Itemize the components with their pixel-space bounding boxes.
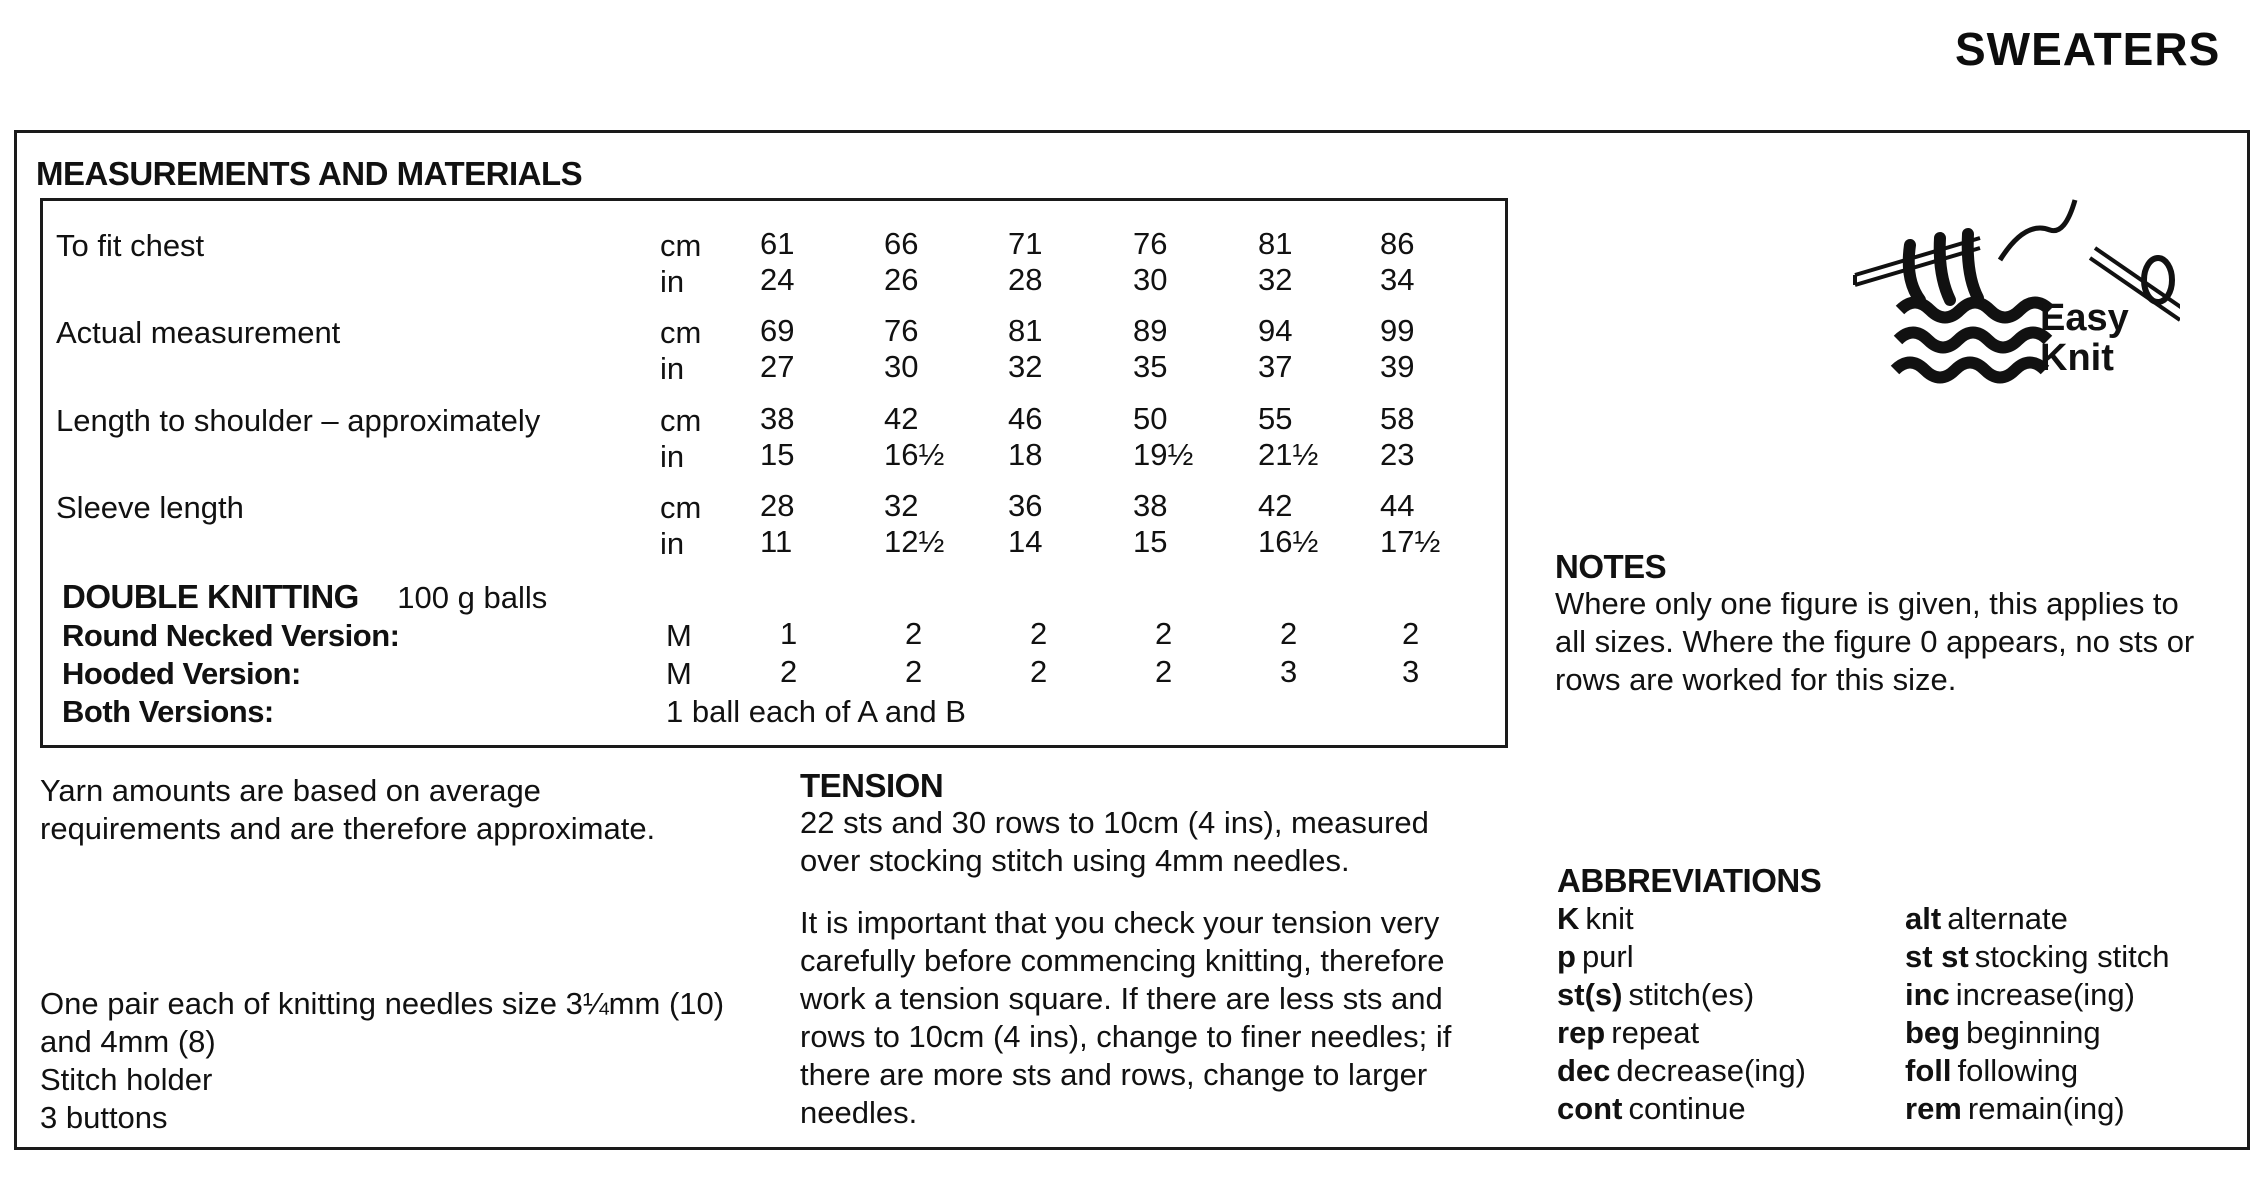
hooded-unit: M: [666, 656, 692, 691]
tension-line: It is important that you check your tension very: [800, 905, 1440, 940]
value-in: 34: [1380, 262, 1415, 297]
abbreviation-term: beg: [1905, 1015, 1961, 1050]
round-quantity: 2: [1402, 616, 1420, 651]
value-in: 32: [1258, 262, 1293, 297]
tension-line: 22 sts and 30 rows to 10cm (4 ins), measured: [800, 805, 1429, 840]
value-cm: 28: [760, 488, 795, 523]
value-cm: 61: [760, 226, 795, 261]
measurement-label: To fit chest: [56, 228, 205, 263]
value-in: 39: [1380, 349, 1415, 384]
materials-item: Stitch holder: [40, 1062, 213, 1097]
value-cm: 99: [1380, 313, 1415, 348]
abbreviation-meaning: beginning: [1966, 1015, 2101, 1050]
abbreviation-meaning: purl: [1581, 939, 1634, 974]
abbreviations-left-column: [1557, 900, 1806, 1128]
tension-para-1: [800, 804, 1429, 880]
abbreviations-heading: ABBREVIATIONS: [1557, 862, 1822, 899]
abbreviation-item: [1557, 976, 1806, 1014]
measurement-label: Actual measurement: [56, 315, 341, 350]
logo-line-1: Easy: [2040, 297, 2129, 339]
abbreviation-item: [1557, 938, 1806, 976]
value-in: 32: [1008, 349, 1043, 384]
value-cm: 42: [884, 401, 919, 436]
measurements-heading: MEASUREMENTS AND MATERIALS: [36, 155, 583, 192]
value-cm: 36: [1008, 488, 1043, 523]
value-cm: 58: [1380, 401, 1415, 436]
abbreviation-term: rem: [1905, 1091, 1962, 1126]
yarn-note-line: Yarn amounts are based on average: [40, 773, 541, 808]
both-versions-value: 1 ball each of A and B: [666, 694, 966, 729]
abbreviation-meaning: repeat: [1611, 1015, 1700, 1050]
value-in: 14: [1008, 524, 1043, 559]
yarn-heading-row: [62, 578, 547, 617]
value-in: 11: [760, 524, 793, 559]
value-in: 18: [1008, 437, 1043, 472]
abbreviation-item: [1905, 1090, 2169, 1128]
value-cm: 71: [1008, 226, 1043, 261]
value-in: 19½: [1133, 437, 1194, 472]
value-cm: 94: [1258, 313, 1293, 348]
hooded-quantity: 2: [780, 654, 798, 689]
unit-in: in: [660, 264, 685, 299]
abbreviation-term: alt: [1905, 901, 1942, 936]
value-in: 15: [760, 437, 795, 472]
abbreviation-term: inc: [1905, 977, 1950, 1012]
hooded-quantity: 2: [1030, 654, 1048, 689]
round-unit: M: [666, 618, 692, 653]
measurement-label: Length to shoulder – approximately: [56, 403, 541, 438]
unit-cm: cm: [660, 315, 702, 350]
materials-item: 3 buttons: [40, 1100, 168, 1135]
tension-para-2: [800, 904, 1451, 1132]
value-in: 17½: [1380, 524, 1441, 559]
unit-cm: cm: [660, 228, 702, 263]
abbreviation-item: [1905, 976, 2169, 1014]
abbreviation-term: p: [1557, 939, 1576, 974]
abbreviation-term: foll: [1905, 1053, 1952, 1088]
round-quantity: 2: [905, 616, 923, 651]
abbreviation-meaning: alternate: [1947, 901, 2068, 936]
value-cm: 55: [1258, 401, 1293, 436]
tension-line: over stocking stitch using 4mm needles.: [800, 843, 1350, 878]
value-cm: 89: [1133, 313, 1168, 348]
notes-line: all sizes. Where the figure 0 appears, no sts or: [1555, 624, 2195, 659]
value-in: 16½: [884, 437, 945, 472]
unit-cm: cm: [660, 490, 702, 525]
materials-list: [40, 985, 724, 1137]
abbreviation-item: [1557, 1052, 1806, 1090]
unit-cm: cm: [660, 403, 702, 438]
materials-item: One pair each of knitting needles size 3¼mm (10): [40, 986, 725, 1021]
value-cm: 32: [884, 488, 919, 523]
value-in: 16½: [1258, 524, 1319, 559]
abbreviation-meaning: knit: [1585, 901, 1634, 936]
value-cm: 38: [1133, 488, 1168, 523]
yarn-note: [40, 772, 655, 848]
abbreviations-right-column: [1905, 900, 2169, 1128]
value-in: 27: [760, 349, 795, 384]
abbreviation-item: [1557, 900, 1806, 938]
hooded-quantity: 2: [1155, 654, 1173, 689]
abbreviation-term: cont: [1557, 1091, 1623, 1126]
value-cm: 76: [1133, 226, 1168, 261]
notes-line: Where only one figure is given, this applies to: [1555, 586, 2179, 621]
abbreviation-item: [1557, 1014, 1806, 1052]
logo-line-2: Knit: [2040, 337, 2114, 379]
round-quantity: 2: [1030, 616, 1048, 651]
value-in: 35: [1133, 349, 1168, 384]
tension-heading: TENSION: [800, 767, 944, 804]
value-cm: 86: [1380, 226, 1415, 261]
unit-in: in: [660, 439, 685, 474]
abbreviation-meaning: stitch(es): [1628, 977, 1755, 1012]
both-versions-label: Both Versions:: [62, 694, 274, 729]
tension-line: there are more sts and rows, change to larger: [800, 1057, 1428, 1092]
tension-line: rows to 10cm (4 ins), change to finer needles; if: [800, 1019, 1452, 1054]
hooded-quantity: 3: [1402, 654, 1420, 689]
value-in: 21½: [1258, 437, 1319, 472]
unit-in: in: [660, 351, 685, 386]
unit-in: in: [660, 526, 685, 561]
hooded-quantity: 3: [1280, 654, 1298, 689]
measurement-label: Sleeve length: [56, 490, 244, 525]
value-in: 23: [1380, 437, 1415, 472]
notes-body: [1555, 585, 2194, 699]
abbreviation-item: [1905, 900, 2169, 938]
value-cm: 66: [884, 226, 919, 261]
value-in: 26: [884, 262, 919, 297]
abbreviation-item: [1905, 938, 2169, 976]
tension-line: needles.: [800, 1095, 918, 1130]
abbreviation-term: st st: [1905, 939, 1969, 974]
abbreviation-term: dec: [1557, 1053, 1611, 1088]
knitting-needles-icon: [1855, 200, 2180, 378]
value-cm: 81: [1008, 313, 1043, 348]
yarn-balls: 100 g balls: [397, 580, 548, 615]
round-necked-label: Round Necked Version:: [62, 618, 400, 653]
round-quantity: 2: [1280, 616, 1298, 651]
tension-line: work a tension square. If there are less sts and: [800, 981, 1443, 1016]
value-cm: 44: [1380, 488, 1415, 523]
hooded-label: Hooded Version:: [62, 656, 301, 691]
value-in: 15: [1133, 524, 1168, 559]
value-in: 24: [760, 262, 795, 297]
value-cm: 42: [1258, 488, 1293, 523]
hooded-quantity: 2: [905, 654, 923, 689]
tension-line: carefully before commencing knitting, therefore: [800, 943, 1445, 978]
value-cm: 38: [760, 401, 795, 436]
round-quantity: 2: [1155, 616, 1173, 651]
abbreviation-meaning: increase(ing): [1955, 977, 2135, 1012]
notes-heading: NOTES: [1555, 548, 1667, 585]
abbreviation-meaning: stocking stitch: [1974, 939, 2170, 974]
yarn-heading: DOUBLE KNITTING: [62, 578, 359, 615]
abbreviation-meaning: following: [1957, 1053, 2079, 1088]
yarn-note-line: requirements and are therefore approximate.: [40, 811, 656, 846]
value-in: 12½: [884, 524, 945, 559]
value-cm: 46: [1008, 401, 1043, 436]
materials-item: and 4mm (8): [40, 1024, 216, 1059]
notes-line: rows are worked for this size.: [1555, 662, 1957, 697]
value-cm: 69: [760, 313, 795, 348]
easy-knit-logo: [1850, 190, 2180, 390]
value-cm: 76: [884, 313, 919, 348]
value-cm: 81: [1258, 226, 1293, 261]
value-in: 30: [1133, 262, 1168, 297]
abbreviation-meaning: continue: [1628, 1091, 1746, 1126]
page-title: SWEATERS: [1955, 23, 2221, 75]
abbreviation-item: [1905, 1014, 2169, 1052]
value-in: 37: [1258, 349, 1293, 384]
value-in: 28: [1008, 262, 1043, 297]
abbreviation-meaning: remain(ing): [1967, 1091, 2125, 1126]
round-quantity: 1: [780, 616, 798, 651]
value-in: 30: [884, 349, 919, 384]
abbreviation-item: [1557, 1090, 1806, 1128]
abbreviation-meaning: decrease(ing): [1616, 1053, 1806, 1088]
abbreviation-term: rep: [1557, 1015, 1606, 1050]
abbreviation-item: [1905, 1052, 2169, 1090]
value-cm: 50: [1133, 401, 1168, 436]
abbreviation-term: st(s): [1557, 977, 1623, 1012]
abbreviation-term: K: [1557, 901, 1580, 936]
